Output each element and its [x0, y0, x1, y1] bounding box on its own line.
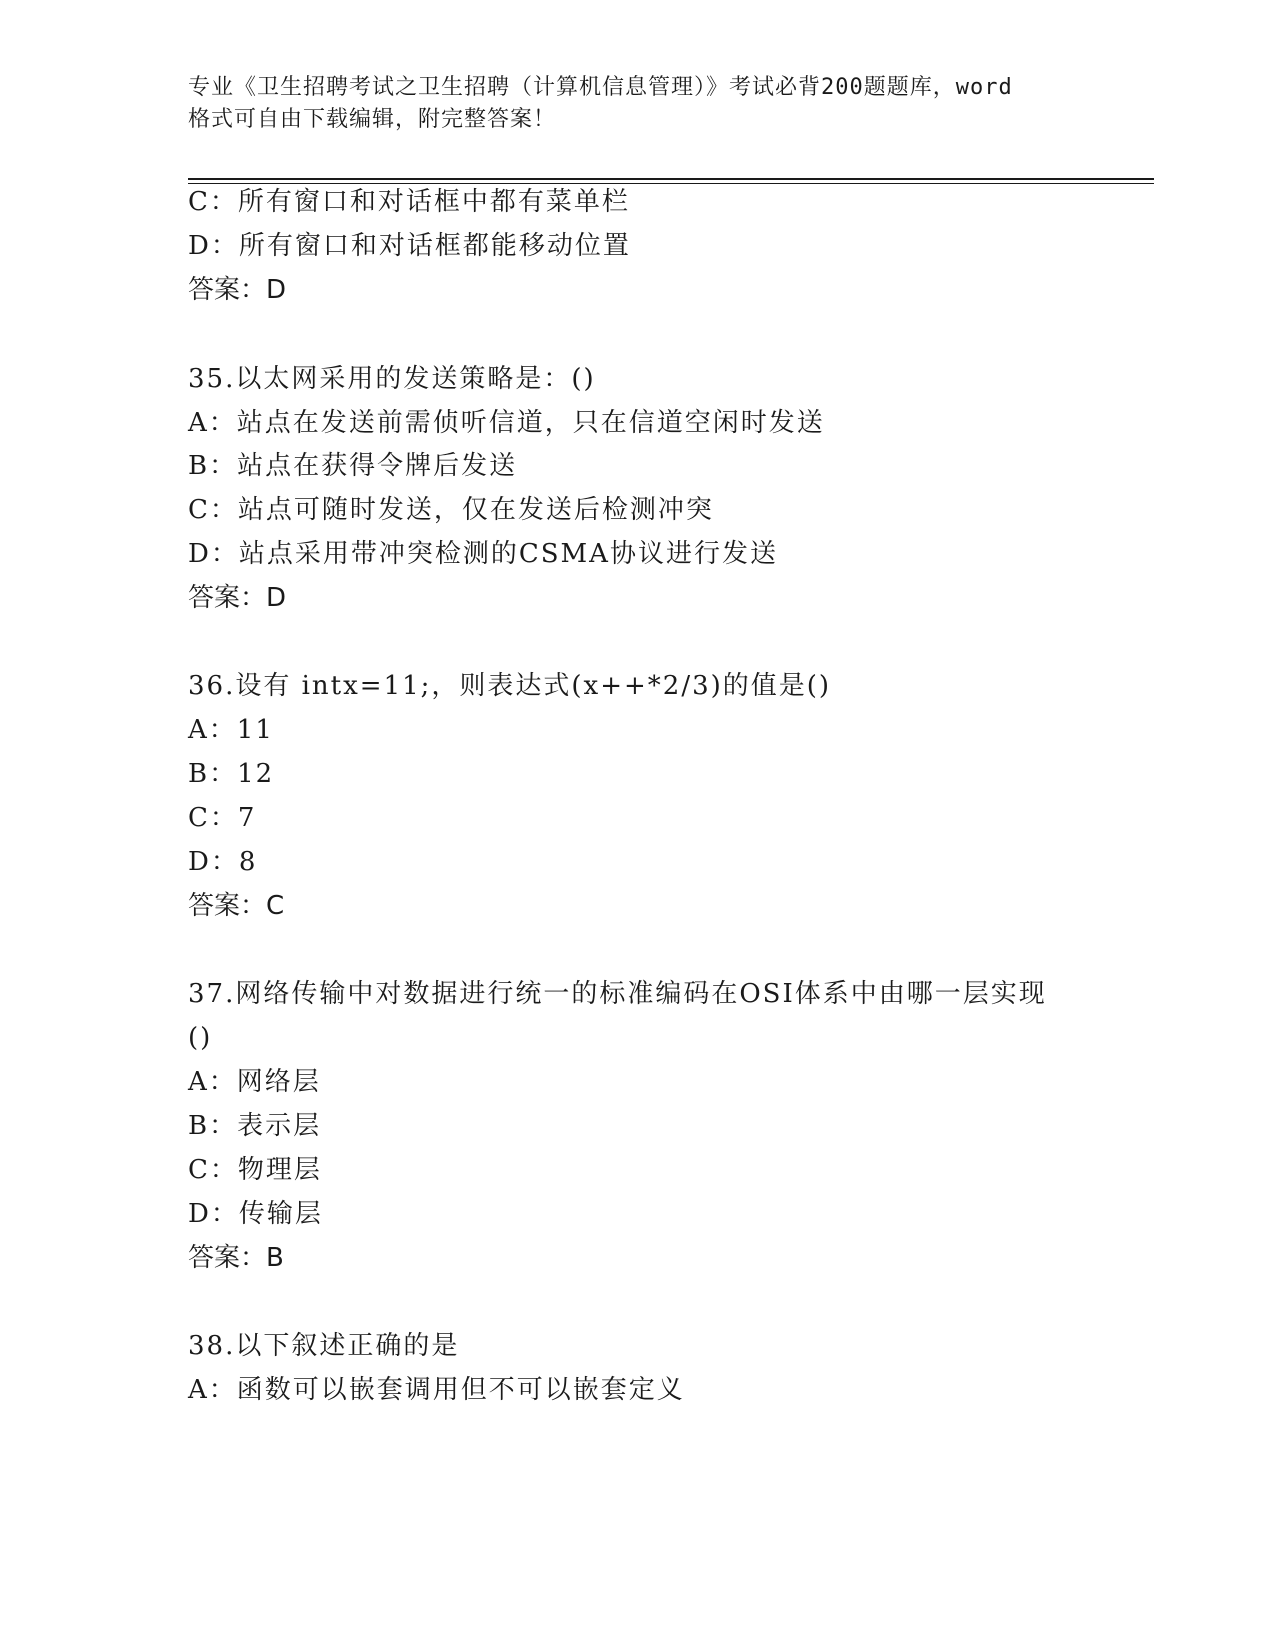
header-line-2: 格式可自由下载编辑，附完整答案！: [188, 107, 557, 132]
answer-line: 答案：B: [188, 1243, 284, 1273]
option-a: A：11: [188, 715, 274, 745]
option-c: C：物理层: [188, 1155, 322, 1185]
option-d: D：所有窗口和对话框都能移动位置: [188, 231, 631, 261]
question-35: 35.以太网采用的发送策略是：(): [188, 364, 596, 394]
question-36: 36.设有 intx=11;，则表达式(x++*2/3)的值是(): [188, 671, 832, 701]
option-c: C：所有窗口和对话框中都有菜单栏: [188, 187, 630, 217]
option-a: A：函数可以嵌套调用但不可以嵌套定义: [188, 1375, 685, 1405]
answer-line: 答案：C: [188, 891, 285, 921]
option-a: A：站点在发送前需侦听信道，只在信道空闲时发送: [188, 408, 825, 438]
header-divider: [188, 178, 1154, 180]
option-c: C：站点可随时发送，仅在发送后检测冲突: [188, 495, 714, 525]
option-d: D：8: [188, 847, 258, 877]
option-c: C：7: [188, 803, 257, 833]
option-b: B：表示层: [188, 1111, 322, 1141]
option-b: B：站点在获得令牌后发送: [188, 451, 518, 481]
question-37-continuation: (): [188, 1023, 213, 1053]
question-38: 38.以下叙述正确的是: [188, 1331, 460, 1361]
document-header: [188, 72, 1088, 136]
option-d: D：传输层: [188, 1199, 323, 1229]
header-line-1: 专业《卫生招聘考试之卫生招聘（计算机信息管理）》考试必背200题题库，word: [188, 75, 1013, 100]
option-d: D：站点采用带冲突检测的CSMA协议进行发送: [188, 539, 778, 569]
question-37: 37.网络传输中对数据进行统一的标准编码在OSI体系中由哪一层实现: [188, 979, 1047, 1009]
option-a: A：网络层: [188, 1067, 321, 1097]
option-b: B：12: [188, 759, 275, 789]
answer-line: 答案：D: [188, 583, 287, 613]
answer-line: 答案：D: [188, 275, 287, 305]
